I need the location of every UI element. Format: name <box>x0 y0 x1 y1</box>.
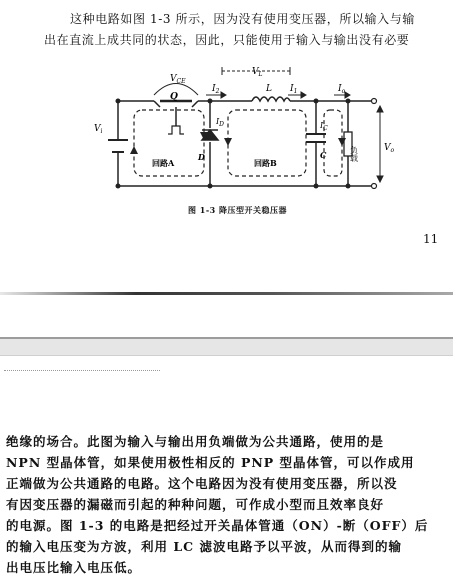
circuit-diagram <box>88 62 395 202</box>
top-text-line-2: 出在直流上成共同的状态，因此，只能使用于输入与输出没有必要 <box>44 33 410 47</box>
top-text-line-1: 这种电路如图 1-3 所示，因为没有使用变压器，所以输入与输 <box>70 12 415 26</box>
bottom-text-line-2: NPN 型晶体管，如果使用极性相反的 PNP 型晶体管，可以作成用 <box>6 455 415 470</box>
dotted-rule <box>4 370 160 371</box>
i2-label: $I_2$ <box>212 84 220 95</box>
i1-label: $I_1$ <box>290 84 298 95</box>
io-label: $I_o$ <box>338 84 346 95</box>
scan-edge-line <box>0 292 453 295</box>
bottom-text-line-4: 有因变压器的漏磁而引起的种种问题，可作成小型而且效率良好 <box>6 497 385 512</box>
q-label: Q <box>170 92 178 102</box>
ic-label: $I_C$ <box>320 121 328 132</box>
vl-label: $V_L$ <box>252 67 263 78</box>
vi-label: $V_i$ <box>94 124 103 135</box>
page-gap <box>0 337 453 356</box>
bottom-text-line-3: 正端做为公共通路的电路。这个电路因为没有使用变压器，所以没 <box>6 476 398 491</box>
loop-b-label: 回路B <box>254 158 277 168</box>
bottom-text-line-1: 绝缘的场合。此图为输入与输出用负端做为公共通路，使用的是 <box>6 434 385 449</box>
c-label: C <box>320 150 327 160</box>
figure-caption: 图 1-3 降压型开关稳压器 <box>188 205 288 215</box>
l-label: L <box>266 84 272 94</box>
load-label: 负载 <box>349 146 359 162</box>
d-label: D <box>198 152 205 162</box>
vo-label: $V_o$ <box>384 143 395 154</box>
bottom-text-line-7: 出电压比输入电压低。 <box>6 560 142 575</box>
page-number: 11 <box>423 232 439 246</box>
bottom-text-line-6: 的输入电压变为方波，利用 LC 滤波电路予以平波，从而得到的输 <box>6 539 402 554</box>
vce-label: $V_{CE}$ <box>170 74 186 85</box>
id-label: $I_D$ <box>216 117 224 128</box>
bottom-text-line-5: 的电源。图 1-3 的电路是把经过开关晶体管通（ON）-断（OFF）后 <box>6 518 429 533</box>
loop-a-label: 回路A <box>152 158 175 168</box>
